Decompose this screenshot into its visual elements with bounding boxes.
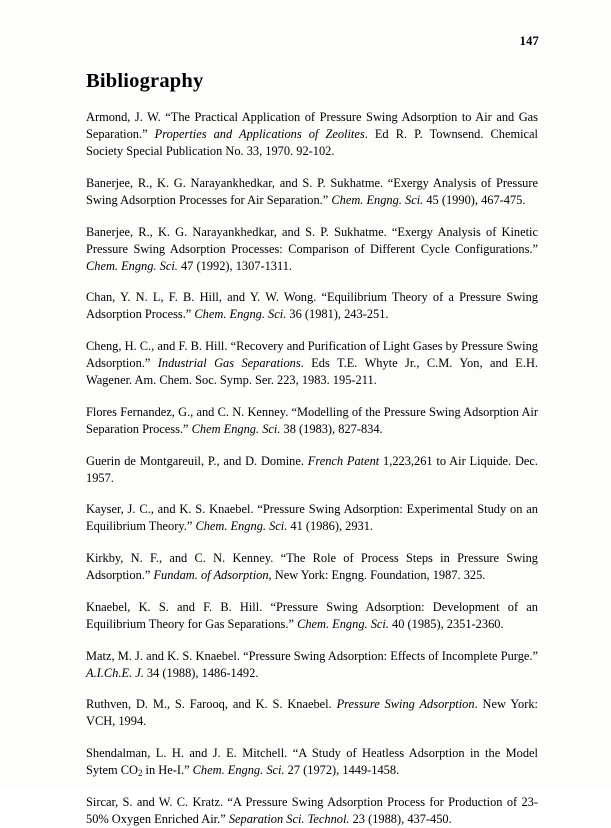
- entry-text: . Eds T.E. Whyte Jr., C.M. Yon, and E.H. Wagener. Am. Chem. Soc. Symp. Ser. 223, 1983. 195-211.: [86, 356, 538, 388]
- entry-text: Banerjee, R., K. G. Narayankhedkar, and S. P. Sukhatme. “Exergy Analysis of Kinetic Pressure Swing Adsorption Processes: Comparison of Different Cycle Configurations.”: [86, 224, 538, 256]
- entry-title-italic: Chem. Engng. Sci.: [195, 519, 288, 534]
- page-title: Bibliography: [86, 70, 204, 92]
- bibliography-entry: [86, 338, 538, 389]
- bibliography-list: [86, 109, 538, 828]
- entry-text: Banerjee, R., K. G. Narayankhedkar, and S. P. Sukhatme. “Exergy Analysis of Pressure Swing Adsorption Processes for Air Separation.”: [86, 175, 538, 207]
- entry-text: Knaebel, K. S. and F. B. Hill. “Pressure Swing Adsorption: Development of an Equilibrium Theory for Gas Separations.”: [86, 599, 538, 631]
- entry-text: in He-I.”: [142, 763, 193, 778]
- bibliography-entry: [86, 175, 538, 209]
- bibliography-entry: [86, 794, 538, 828]
- entry-title-italic: Chem. Engng. Sci.: [297, 616, 389, 631]
- entry-text: 23 (1988), 437-450.: [349, 812, 452, 827]
- entry-text: Guerin de Montgareuil, P., and D. Domine.: [86, 453, 308, 468]
- entry-text: 27 (1972), 1449-1458.: [284, 763, 400, 778]
- entry-text: 40 (1985), 2351-2360.: [388, 616, 504, 631]
- entry-text: . Ed R. P. Townsend. Chemical Society Special Publication No. 33, 1970. 92-102.: [86, 127, 538, 159]
- page-content: [86, 70, 538, 828]
- entry-text: Flores Fernandez, G., and C. N. Kenney. “Modelling of the Pressure Swing Adsorption Air Separation Process.”: [86, 404, 538, 437]
- entry-title-italic: Pressure Swing Adsorption: [336, 697, 475, 712]
- entry-text: 41 (1986), 2931.: [287, 519, 374, 534]
- entry-title-italic: Industrial Gas Separations: [157, 356, 301, 371]
- entry-text: Matz, M. J. and K. S. Knaebel. “Pressure Swing Adsorption: Effects of Incomplete Purge.”: [86, 648, 538, 663]
- entry-title-italic: Separation Sci. Technol.: [228, 812, 350, 827]
- bibliography-entry: [86, 404, 538, 438]
- bibliography-entry: [86, 550, 538, 584]
- bibliography-entry: [86, 599, 538, 633]
- entry-title-italic: Fundam. of Adsorption: [153, 568, 269, 583]
- bibliography-entry: [86, 745, 538, 780]
- entry-title-italic: Chem. Engng. Sci.: [192, 763, 285, 778]
- bibliography-entry: [86, 501, 538, 535]
- entry-text: 45 (1990), 467-475.: [423, 192, 526, 207]
- entry-text: . New York: VCH, 1994.: [86, 697, 538, 729]
- entry-text: 36 (1981), 243-251.: [286, 307, 389, 322]
- bibliography-entry: [86, 648, 538, 682]
- page-number: 147: [519, 34, 539, 48]
- entry-text: Ruthven, D. M., S. Farooq, and K. S. Knaebel.: [86, 697, 337, 712]
- entry-title-italic: Properties and Applications of Zeolites: [154, 127, 365, 142]
- entry-title-italic: Chem. Engng. Sci.: [86, 258, 178, 273]
- entry-text: Kayser, J. C., and K. S. Knaebel. “Pressure Swing Adsorption: Experimental Study on an Equilibrium Theory.”: [86, 502, 538, 534]
- entry-text: 34 (1988), 1486-1492.: [143, 665, 259, 680]
- bibliography-entry: [86, 453, 538, 487]
- entry-text: , New York: Engng. Foundation, 1987. 325.: [268, 568, 486, 583]
- entry-text: 38 (1983), 827-834.: [280, 422, 383, 437]
- bibliography-entry: [86, 224, 538, 275]
- entry-title-italic: Chem. Engng. Sci.: [194, 307, 287, 322]
- entry-text: Shendalman, L. H. and J. E. Mitchell. “A Study of Heatless Adsorption in the Model Sytem CO: [86, 745, 538, 778]
- entry-text: Armond, J. W. “The Practical Application of Pressure Swing Adsorption to Air and Gas Separation.”: [86, 110, 538, 142]
- bibliography-entry: [86, 289, 538, 323]
- entry-title-italic: A.I.Ch.E. J.: [86, 665, 144, 680]
- entry-text: 47 (1992), 1307-1311.: [177, 258, 293, 273]
- bibliography-entry: [86, 109, 538, 160]
- entry-text: 1,223,261 to Air Liquide. Dec. 1957.: [86, 453, 538, 485]
- bibliography-entry: [86, 696, 538, 730]
- entry-title-italic: Chem Engng. Sci.: [191, 422, 281, 437]
- entry-text: Chan, Y. N. L, F. B. Hill, and Y. W. Wong. “Equilibrium Theory of a Pressure Swing Adsorption Process.”: [86, 290, 538, 322]
- entry-title-italic: French Patent: [307, 453, 380, 468]
- entry-subscript: 2: [137, 768, 143, 779]
- entry-text: Cheng, H. C., and F. B. Hill. “Recovery and Purification of Light Gases by Pressure Swing Adsorption.”: [86, 339, 538, 371]
- entry-title-italic: Chem. Engng. Sci.: [331, 192, 424, 207]
- entry-text: Kirkby, N. F., and C. N. Kenney. “The Role of Process Steps in Pressure Swing Adsorption.”: [86, 551, 538, 583]
- entry-text: Sircar, S. and W. C. Kratz. “A Pressure Swing Adsorption Process for Production of 23-50% Oxygen Enriched Air.”: [86, 795, 538, 827]
